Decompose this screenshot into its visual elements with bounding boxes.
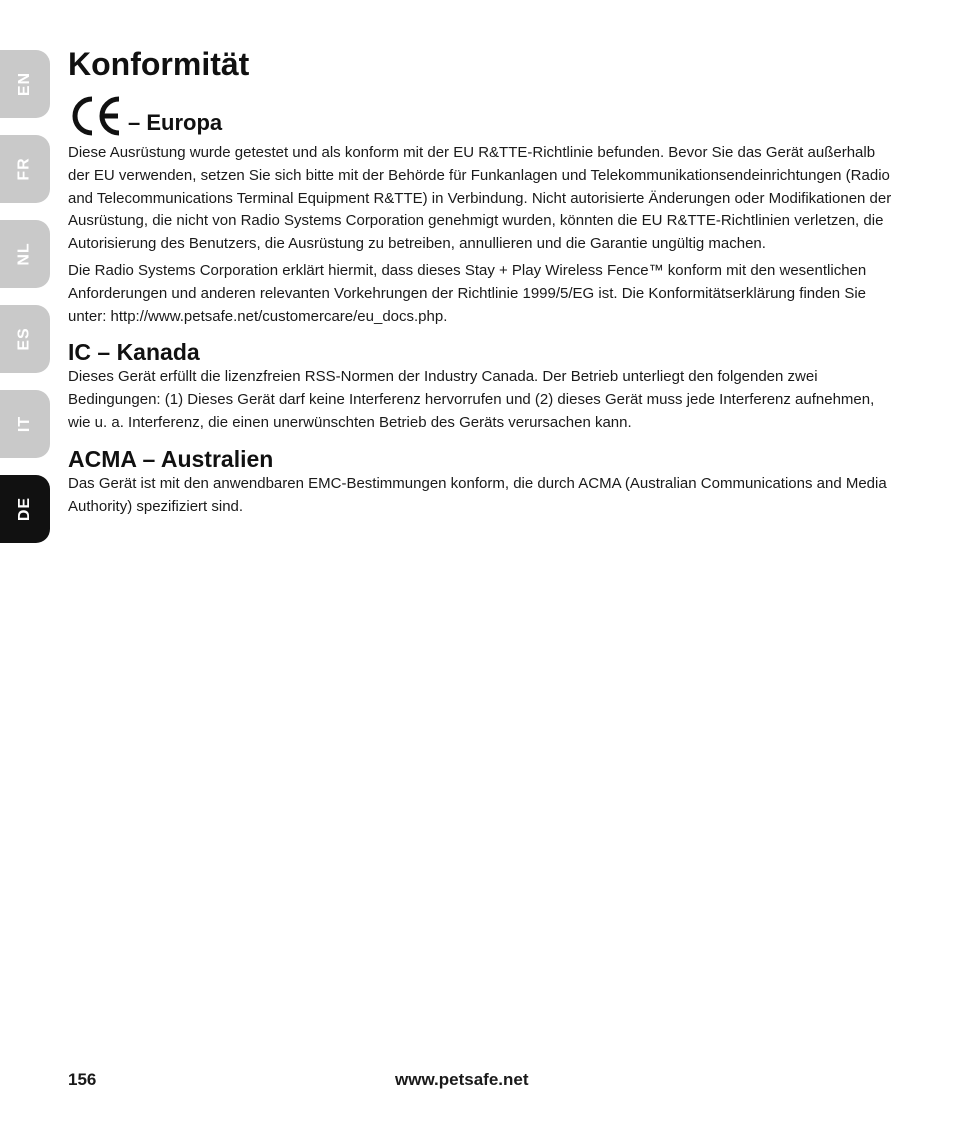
section-australien	[68, 445, 898, 519]
tab-label: ES	[16, 327, 33, 351]
section-heading: – Europa	[128, 110, 223, 135]
paragraph: Dieses Gerät erfüllt die lizenzfreien RSS-Normen der Industry Canada. Der Betrieb unterliegt den folgenden zwei Bedingungen: (1) Dieses Gerät darf keine Interferenz hervorrufen und (2) dieses Gerät muss jede Interferenz aufnehmen, wie u. a. Interferenz, die einen unerwünschten Betrieb des Geräts verursachen kann.	[68, 368, 875, 431]
tab-de[interactable]	[0, 475, 50, 543]
tab-label: NL	[15, 242, 33, 266]
tab-label: FR	[15, 157, 33, 181]
ce-mark-icon	[68, 96, 124, 136]
tab-label: DE	[15, 496, 33, 522]
paragraph: Diese Ausrüstung wurde getestet und als konform mit der EU R&TTE-Richtlinie befunden. Bevor Sie das Gerät außerhalb der EU verwenden, setzen Sie sich bitte mit der Behörde für Funkanlagen und Telekommunikationsendeinrichtungen (Radio and Telecommunications Terminal Equipment R&TTE) in Verbindung. Nicht autorisierte Änderungen oder Modifikationen der Ausrüstung, die nicht von Radio Systems Corporation genehmigt wurden, könnten die EU R&TTE-Richtlinien verletzen, die Autorisierung des Benutzers, die Ausrüstung zu betreiben, annullieren und die Garantie ungültig machen.	[68, 144, 892, 253]
tab-fr[interactable]	[0, 135, 50, 203]
paragraph: Die Radio Systems Corporation erklärt hiermit, dass dieses Stay + Play Wireless Fence™ konform mit den wesentlichen Anforderungen und anderen relevanten Vorkehrungen der Richtlinie 1999/5/EG ist. Die Konformitätserklärung finden Sie unter: http://www.petsafe.net/customercare/eu_docs.php.	[68, 261, 867, 325]
tab-es[interactable]	[0, 305, 50, 373]
section-kanada	[68, 338, 898, 434]
europa-heading-row	[68, 88, 898, 136]
website-link[interactable]: www.petsafe.net	[395, 1070, 529, 1089]
tab-en[interactable]	[0, 50, 50, 118]
section-heading: IC – Kanada	[68, 339, 200, 366]
section-heading: ACMA – Australien	[68, 445, 274, 472]
section-europa	[68, 88, 898, 328]
page-title: Konformität	[68, 46, 250, 82]
paragraph: Das Gerät ist mit den anwendbaren EMC-Bestimmungen konform, die durch ACMA (Australian Communications and Media Authority) spezifiziert sind.	[68, 474, 887, 515]
tab-label: EN	[15, 71, 33, 97]
tab-it[interactable]	[0, 390, 50, 458]
main-content	[68, 42, 898, 522]
tab-label: IT	[16, 415, 33, 433]
tab-nl[interactable]	[0, 220, 50, 288]
page-number: 156	[68, 1070, 97, 1089]
page-footer	[68, 1070, 898, 1094]
